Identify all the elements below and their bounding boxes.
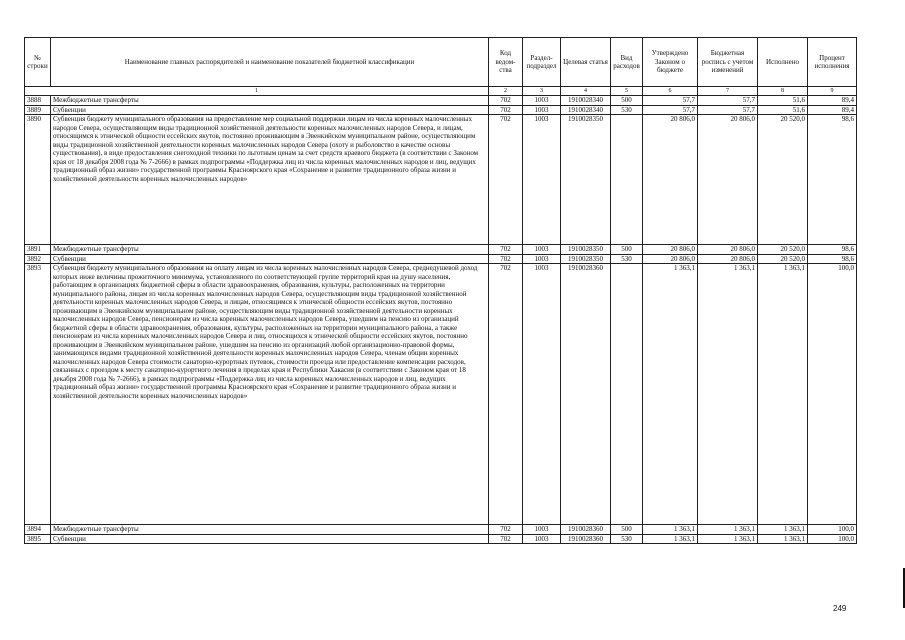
row-target: 1910028360 (561, 534, 611, 544)
row-executed: 1 363,1 (758, 525, 808, 535)
colnum-1: 1 (25, 87, 489, 96)
header-executed: Исполнено (758, 38, 808, 87)
row-percent: 89,4 (808, 105, 857, 115)
row-name: Субвенция бюджету муниципального образования на оплату лицам из числа коренных малочисленных народов Севера, среднедушевой доход которых ниже величины прожиточного минимума, установленного по соответствующей группе территорий края на душу населения, работающим в организациях бюджетной сферы в области здравоохранения, образования, культуры, расположенных на территории муниципального района, лицам из числа коренных малочисленных народов Севера, осуществляющим виды традиционной хозяйственной деятельности коренных малочисленных народов Севера, и лицам, относящимся к этнической общности ессейских якутов, постоянно проживающим в Эвенкийском муниципальном районе, осуществляющим виды традиционной хозяйственной деятельности коренных малочисленных народов Севера, пенсионерам из числа коренных малочисленных народов Севера, ушедшим на пенсию из организаций бюджетной сферы в области здравоохранения, образования, культуры, расположенных на территории муниципального района, а также пенсионерам из числа коренных малочисленных народов Севера и лиц, относящихся к этнической общности ессейских якутов, постоянно проживающим в Эвенкийском муниципальном районе, ушедшим на пенсию из организаций любой организационно-правовой формы, занимающихся видами традиционной хозяйственной деятельности коренных малочисленных народов Севера, членам общин коренных малочисленных народов Севера стоимости санаторно-курортных путевок, стоимости проезда или предоставление компенсации расходов, связанных с проездом к месту санаторно-курортного лечения в пределах края и Республики Хакасия (в соответствии с Законом края от 18 декабря 2008 года № 7-2666), в рамках подпрограммы «Поддержка лиц из числа коренных малочисленных народов и лиц, ведущих традиционный образ жизни» государственной программы Красноярского края «Сохранение и развитие традиционного образа жизни и хозяйственной деятельности коренных малочисленных народов» (51, 264, 489, 525)
table-row (25, 96, 857, 106)
row-target: 1910028350 (561, 245, 611, 255)
row-vid: 530 (611, 254, 643, 264)
row-vid: 530 (611, 105, 643, 115)
row-number: 3894 (25, 525, 51, 535)
row-razdel: 1003 (523, 245, 561, 255)
header-rowno: № строки (25, 38, 51, 87)
row-number: 3890 (25, 115, 51, 245)
row-razdel: 1003 (523, 105, 561, 115)
row-ved: 702 (489, 254, 523, 264)
row-executed: 51,6 (758, 105, 808, 115)
header-target: Целевая статья (561, 38, 611, 87)
row-number: 3893 (25, 264, 51, 525)
row-rospis: 57,7 (698, 96, 758, 106)
header-rospis: Бюджетная роспись с учетом изменений (698, 38, 758, 87)
row-rospis: 57,7 (698, 105, 758, 115)
row-percent: 98,6 (808, 245, 857, 255)
row-executed: 51,6 (758, 96, 808, 106)
row-razdel: 1003 (523, 115, 561, 245)
table-row (25, 254, 857, 264)
budget-table (24, 37, 857, 544)
header-razdel: Раздел-подраздел (523, 38, 561, 87)
row-percent: 100,0 (808, 534, 857, 544)
colnum-7: 7 (698, 87, 758, 96)
row-percent: 89,4 (808, 96, 857, 106)
page-number: 249 (833, 604, 847, 613)
row-approved: 20 806,0 (643, 115, 698, 245)
table-row (25, 264, 857, 525)
header-row (25, 38, 857, 87)
header-ved: Код ведом-ства (489, 38, 523, 87)
colnum-2: 2 (489, 87, 523, 96)
table-row (25, 105, 857, 115)
row-name: Субвенции (51, 254, 489, 264)
header-approved: Утверждено Законом о бюджете (643, 38, 698, 87)
row-executed: 20 520,0 (758, 115, 808, 245)
row-executed: 20 520,0 (758, 245, 808, 255)
row-percent: 98,6 (808, 254, 857, 264)
row-razdel: 1003 (523, 264, 561, 525)
row-ved: 702 (489, 96, 523, 106)
row-razdel: 1003 (523, 534, 561, 544)
row-vid (611, 115, 643, 245)
row-name: Субвенция бюджету муниципального образования на предоставление мер социальной поддержки лицам из числа коренных малочисленных народов Севера, осуществляющим виды традиционной хозяйственной деятельности коренных малочисленных народов Севера, и лицам, относящимся к этнической общности ессейских якутов, постоянно проживающим в Эвенкийском муниципальном районе, осуществляющим виды традиционной хозяйственной деятельности коренных малочисленных народов Севера (охоту и рыболовство в качестве основы существования), в виде предоставления снегоходной техники по льготным ценам за счет средств краевого бюджета (в соответствии с Законом края от 18 декабря 2008 года № 7-2666) в рамках подпрограммы «Поддержка лиц из числа коренных малочисленных народов и лиц, ведущих традиционный образ жизни» государственной программы Красноярского края «Сохранение и развитие традиционного образа жизни и хозяйственной деятельности коренных малочисленных народов» (51, 115, 489, 245)
row-approved: 20 806,0 (643, 245, 698, 255)
table-row (25, 115, 857, 245)
colnum-4: 4 (561, 87, 611, 96)
column-number-row (25, 87, 857, 96)
row-target: 1910028340 (561, 105, 611, 115)
row-name: Межбюджетные трансферты (51, 245, 489, 255)
row-razdel: 1003 (523, 525, 561, 535)
row-number: 3895 (25, 534, 51, 544)
row-approved: 1 363,1 (643, 525, 698, 535)
row-vid: 500 (611, 245, 643, 255)
colnum-8: 8 (758, 87, 808, 96)
row-target: 1910028360 (561, 525, 611, 535)
colnum-5: 5 (611, 87, 643, 96)
row-number: 3889 (25, 105, 51, 115)
row-target: 1910028360 (561, 264, 611, 525)
row-razdel: 1003 (523, 96, 561, 106)
row-target: 1910028350 (561, 254, 611, 264)
row-name: Субвенции (51, 534, 489, 544)
row-vid: 500 (611, 525, 643, 535)
row-ved: 702 (489, 525, 523, 535)
row-ved: 702 (489, 115, 523, 245)
table-row (25, 534, 857, 544)
colnum-3: 3 (523, 87, 561, 96)
row-approved: 20 806,0 (643, 254, 698, 264)
row-vid (611, 264, 643, 525)
row-percent: 98,6 (808, 115, 857, 245)
row-approved: 1 363,1 (643, 534, 698, 544)
header-percent: Процент исполнения (808, 38, 857, 87)
row-ved: 702 (489, 534, 523, 544)
row-ved: 702 (489, 105, 523, 115)
header-name: Наименование главных распорядителей и наименование показателей бюджетной классификации (51, 38, 489, 87)
row-rospis: 20 806,0 (698, 115, 758, 245)
row-number: 3888 (25, 96, 51, 106)
row-target: 1910028340 (561, 96, 611, 106)
row-name: Межбюджетные трансферты (51, 525, 489, 535)
row-name: Субвенции (51, 105, 489, 115)
header-vid: Вид расходов (611, 38, 643, 87)
row-rospis: 20 806,0 (698, 245, 758, 255)
row-approved: 57,7 (643, 105, 698, 115)
row-vid: 500 (611, 96, 643, 106)
row-vid: 530 (611, 534, 643, 544)
row-percent: 100,0 (808, 525, 857, 535)
row-percent: 100,0 (808, 264, 857, 525)
table-row (25, 245, 857, 255)
row-razdel: 1003 (523, 254, 561, 264)
row-target: 1910028350 (561, 115, 611, 245)
row-rospis: 1 363,1 (698, 534, 758, 544)
row-name: Межбюджетные трансферты (51, 96, 489, 106)
row-approved: 1 363,1 (643, 264, 698, 525)
row-number: 3892 (25, 254, 51, 264)
row-ved: 702 (489, 264, 523, 525)
colnum-9: 9 (808, 87, 857, 96)
colnum-6: 6 (643, 87, 698, 96)
row-rospis: 1 363,1 (698, 525, 758, 535)
row-number: 3891 (25, 245, 51, 255)
row-executed: 20 520,0 (758, 254, 808, 264)
row-rospis: 20 806,0 (698, 254, 758, 264)
table-row (25, 525, 857, 535)
row-approved: 57,7 (643, 96, 698, 106)
row-executed: 1 363,1 (758, 534, 808, 544)
row-executed: 1 363,1 (758, 264, 808, 525)
row-ved: 702 (489, 245, 523, 255)
row-rospis: 1 363,1 (698, 264, 758, 525)
